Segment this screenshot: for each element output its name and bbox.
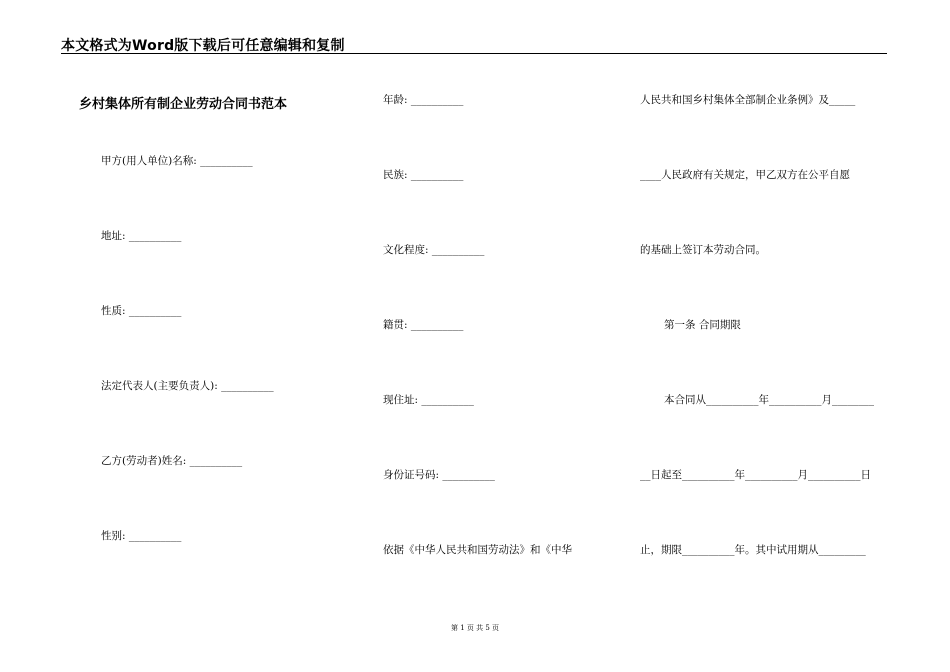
- party-a-name-line: 甲方(用人单位)名称: __________: [101, 155, 253, 167]
- header-title: 本文格式为Word版下载后可任意编辑和复制: [61, 38, 345, 54]
- ethnicity-line: 民族: __________: [383, 169, 464, 181]
- party-b-name-line: 乙方(劳动者)姓名: __________: [101, 455, 243, 467]
- id-number-line: 身份证号码: __________: [383, 469, 495, 481]
- term-probation-line: 止，期限__________年。其中试用期从_________: [640, 544, 866, 556]
- regulations-line: 人民共和国乡村集体全部制企业条例》及_____: [640, 94, 856, 106]
- page-footer: 第 1 页 共 5 页: [450, 624, 500, 632]
- article-1-heading: 第一条 合同期限: [664, 319, 741, 331]
- contract-start-line: 本合同从__________年__________月________: [664, 394, 874, 406]
- legal-rep-line: 法定代表人(主要负责人): __________: [101, 380, 274, 392]
- nature-line: 性质: __________: [101, 305, 182, 317]
- age-line: 年龄: __________: [383, 94, 464, 106]
- gender-line: 性别: __________: [101, 530, 182, 542]
- legal-basis-line: 依据《中华人民共和国劳动法》和《中华: [383, 544, 572, 556]
- address-line: 地址: __________: [101, 230, 182, 242]
- government-rules-line: ____人民政府有关规定，甲乙双方在公平自愿: [640, 169, 850, 181]
- native-place-line: 籍贯: __________: [383, 319, 464, 331]
- current-address-line: 现住址: __________: [383, 394, 474, 406]
- contract-end-line: __日起至__________年__________月__________日: [640, 469, 871, 481]
- document-title: 乡村集体所有制企业劳动合同书范本: [79, 97, 288, 112]
- education-line: 文化程度: __________: [383, 244, 485, 256]
- page-header: [61, 33, 887, 54]
- signing-basis-line: 的基础上签订本劳动合同。: [640, 244, 766, 256]
